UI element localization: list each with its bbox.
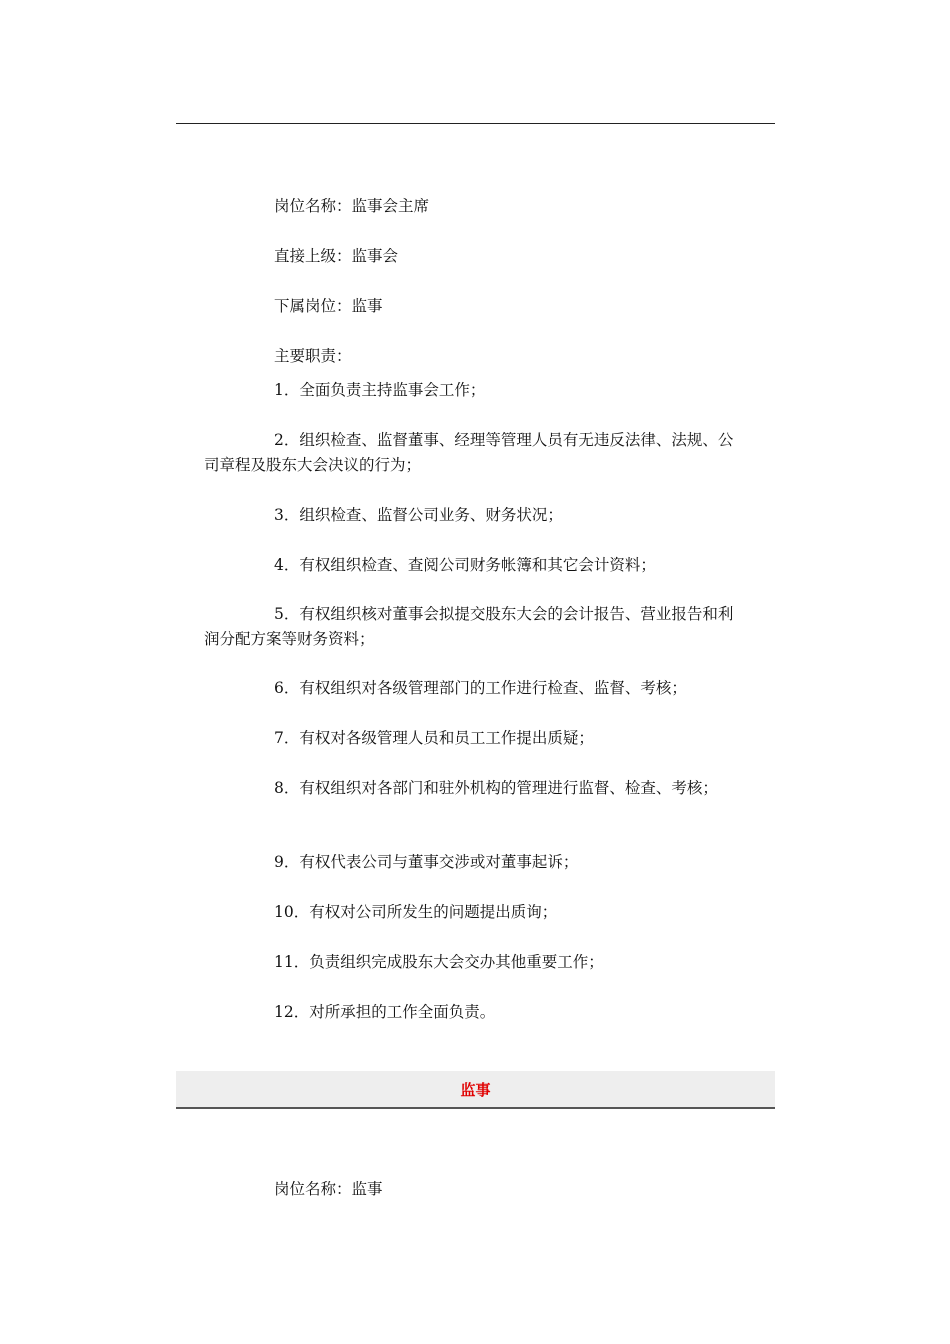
duty-item-5: 5．有权组织核对董事会拟提交股东大会的会计报告、营业报告和利润分配方案等财务资料； [204, 605, 734, 648]
position-name-line: 岗位名称：监事会主席 [274, 196, 430, 215]
duty-item-7: 7．有权对各级管理人员和员工工作提出质疑； [274, 729, 594, 747]
duty-item-4: 4．有权组织检查、查阅公司财务帐簿和其它会计资料； [274, 556, 656, 574]
duties-heading: 主要职责： [274, 346, 352, 365]
section2-position-name-line: 岗位名称：监事 [274, 1179, 383, 1198]
duty-item-8: 8．有权组织对各部门和驻外机构的管理进行监督、检查、考核； [274, 779, 718, 797]
duty-item-9: 9．有权代表公司与董事交涉或对董事起诉； [274, 853, 579, 871]
duty-item-10: 10．有权对公司所发生的问题提出质询； [274, 903, 558, 921]
section-header-supervisor [176, 1071, 775, 1109]
duty-item-2: 2．组织检查、监督董事、经理等管理人员有无违反法律、法规、公司章程及股东大会决议的行为； [204, 431, 734, 474]
subordinate-line: 下属岗位：监事 [274, 296, 383, 315]
section-title: 监事 [460, 1080, 491, 1099]
top-divider [176, 123, 775, 124]
duty-item-6: 6．有权组织对各级管理部门的工作进行检查、监督、考核； [274, 679, 687, 697]
duty-item-11: 11．负责组织完成股东大会交办其他重要工作； [274, 953, 604, 971]
duty-item-12: 12．对所承担的工作全面负责。 [274, 1003, 496, 1021]
superior-line: 直接上级：监事会 [274, 246, 399, 265]
duty-item-3: 3．组织检查、监督公司业务、财务状况； [274, 506, 563, 524]
duty-item-1: 1．全面负责主持监事会工作； [274, 381, 486, 399]
